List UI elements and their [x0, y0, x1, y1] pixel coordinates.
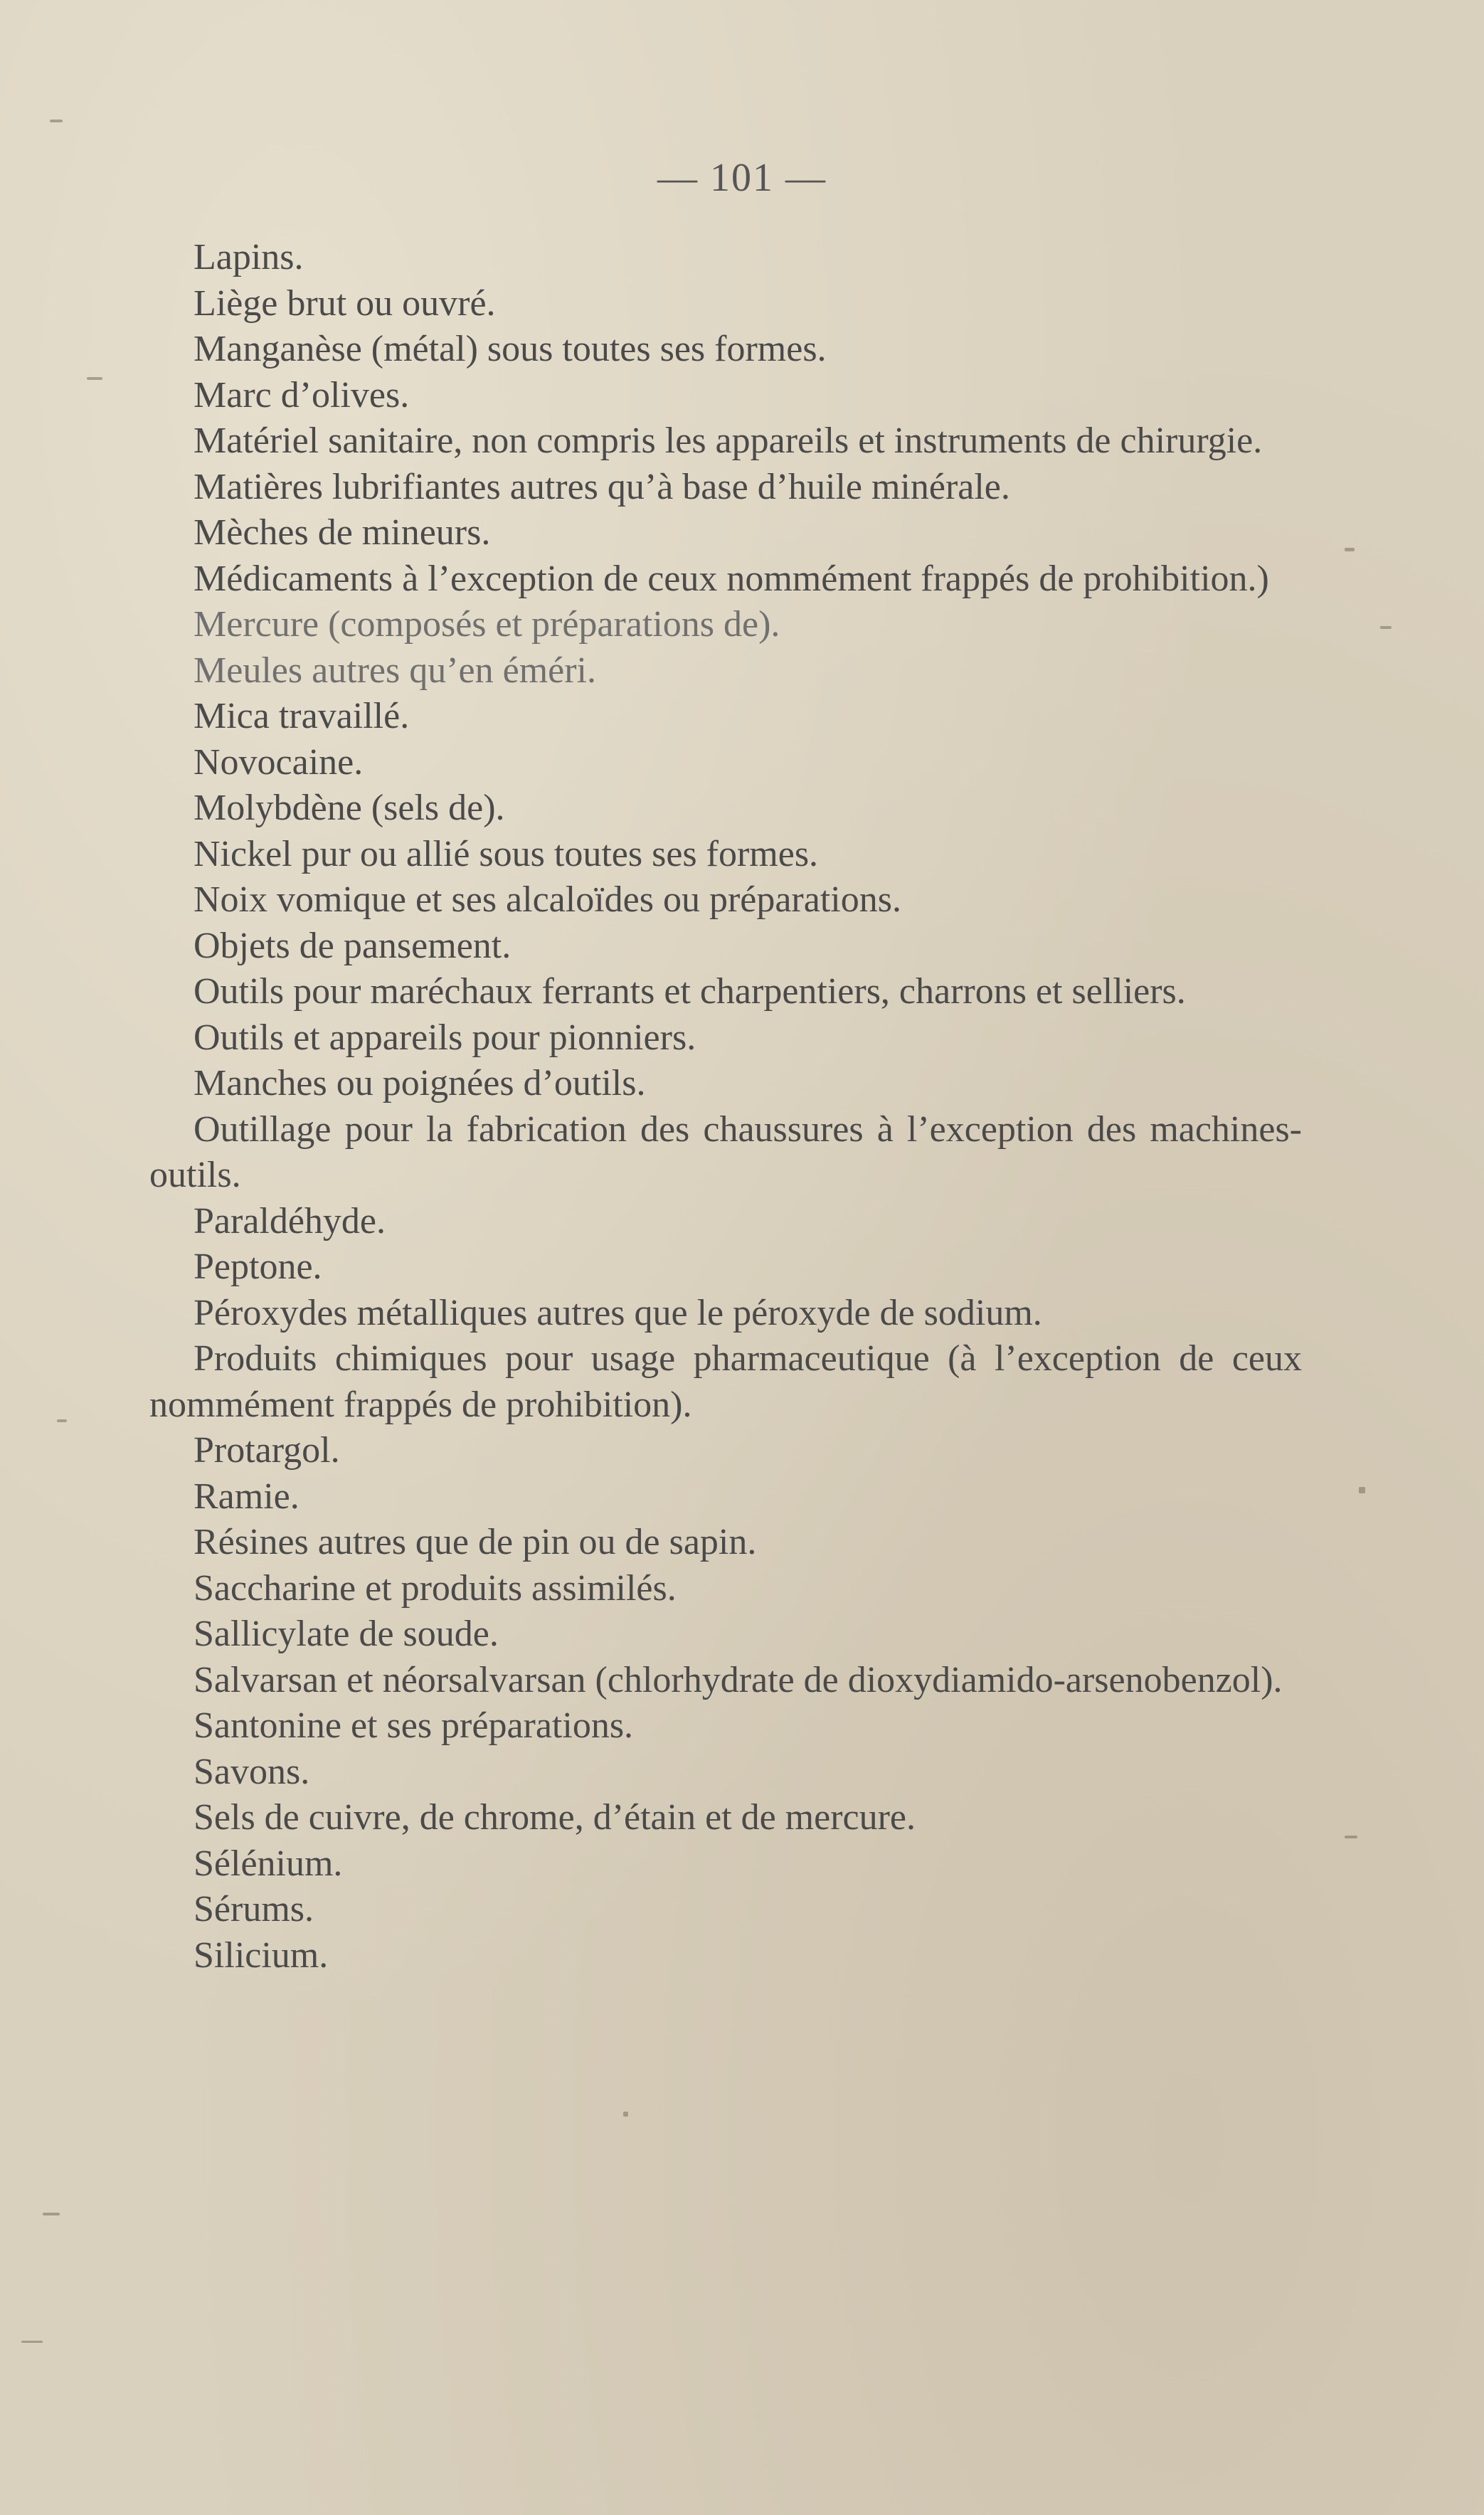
list-item: Produits chimiques pour usage pharmaceutique (à l’exception de ceux nommément frappés de prohibition).: [149, 1338, 1302, 1425]
paper-speck: [87, 377, 102, 380]
paper-speck: [1345, 548, 1355, 551]
list-item: Sérums.: [194, 1889, 314, 1929]
list-item: Outils et appareils pour pionniers.: [194, 1017, 696, 1058]
list-item: Molybdène (sels de).: [194, 788, 505, 828]
list-item: Protargol.: [194, 1430, 340, 1471]
list-item: Objets de pansement.: [194, 925, 512, 966]
list-item: Manches ou poignées d’outils.: [194, 1063, 646, 1103]
list-item: Saccharine et produits assimilés.: [194, 1567, 677, 1609]
list-item: Mica travaillé.: [194, 696, 410, 736]
list-item: Médicaments à l’exception de ceux nommément frappés de prohibition.): [194, 558, 1269, 599]
paper-speck: [1345, 1836, 1357, 1838]
list-item: Silicium.: [194, 1934, 329, 1976]
paper-speck: [1380, 626, 1392, 629]
list-item: Novocaine.: [194, 741, 364, 783]
list-item: Liège brut ou ouvré.: [194, 282, 496, 324]
list-item: Outillage pour la fabrication des chaussures à l’exception des machines-outils.: [149, 1108, 1302, 1195]
list-item: Matériel sanitaire, non compris les appareils et instruments de chirurgie.: [194, 420, 1263, 461]
list-item: Outils pour maréchaux ferrants et charpentiers, charrons et selliers.: [194, 971, 1186, 1012]
list-item: Marc d’olives.: [194, 374, 410, 415]
list-item: Paraldéhyde.: [194, 1200, 386, 1241]
paper-speck: [43, 2213, 60, 2215]
paper-speck: [21, 2341, 43, 2343]
list-item: Péroxydes métalliques autres que le péroxyde de sodium.: [194, 1292, 1042, 1333]
list-item: Mercure (composés et préparations de).: [194, 604, 780, 645]
list-item: Salvarsan et néorsalvarsan (chlorhydrate de dioxydiamido-arsenobenzol).: [194, 1659, 1283, 1700]
list-item: Ramie.: [194, 1476, 300, 1517]
list-item: Santonine et ses préparations.: [194, 1705, 634, 1746]
paper-speck: [1359, 1487, 1365, 1493]
list-item: Peptone.: [194, 1246, 322, 1287]
paper-speck: [50, 120, 63, 122]
list-item: Lapins.: [194, 237, 304, 277]
list-item: Mèches de mineurs.: [194, 512, 491, 553]
list-item: Sallicylate de soude.: [194, 1614, 499, 1654]
list-item: Matières lubrifiantes autres qu’à base d’huile minérale.: [194, 466, 1010, 507]
list-item: Savons.: [194, 1751, 310, 1792]
list-item: Nickel pur ou allié sous toutes ses formes.: [194, 833, 819, 874]
list-item: Noix vomique et ses alcaloïdes ou préparations.: [194, 879, 901, 920]
list-item: Résines autres que de pin ou de sapin.: [194, 1522, 757, 1562]
list-item: Manganèse (métal) sous toutes ses formes.: [194, 329, 827, 369]
entry-list: [149, 235, 1302, 1979]
list-item: Sels de cuivre, de chrome, d’étain et de mercure.: [194, 1797, 916, 1838]
list-item: Meules autres qu’en éméri.: [194, 650, 597, 691]
page-number: — 101 —: [657, 156, 827, 200]
list-item: Sélénium.: [194, 1843, 343, 1884]
paper-speck: [623, 2112, 628, 2117]
paper-speck: [57, 1419, 67, 1422]
